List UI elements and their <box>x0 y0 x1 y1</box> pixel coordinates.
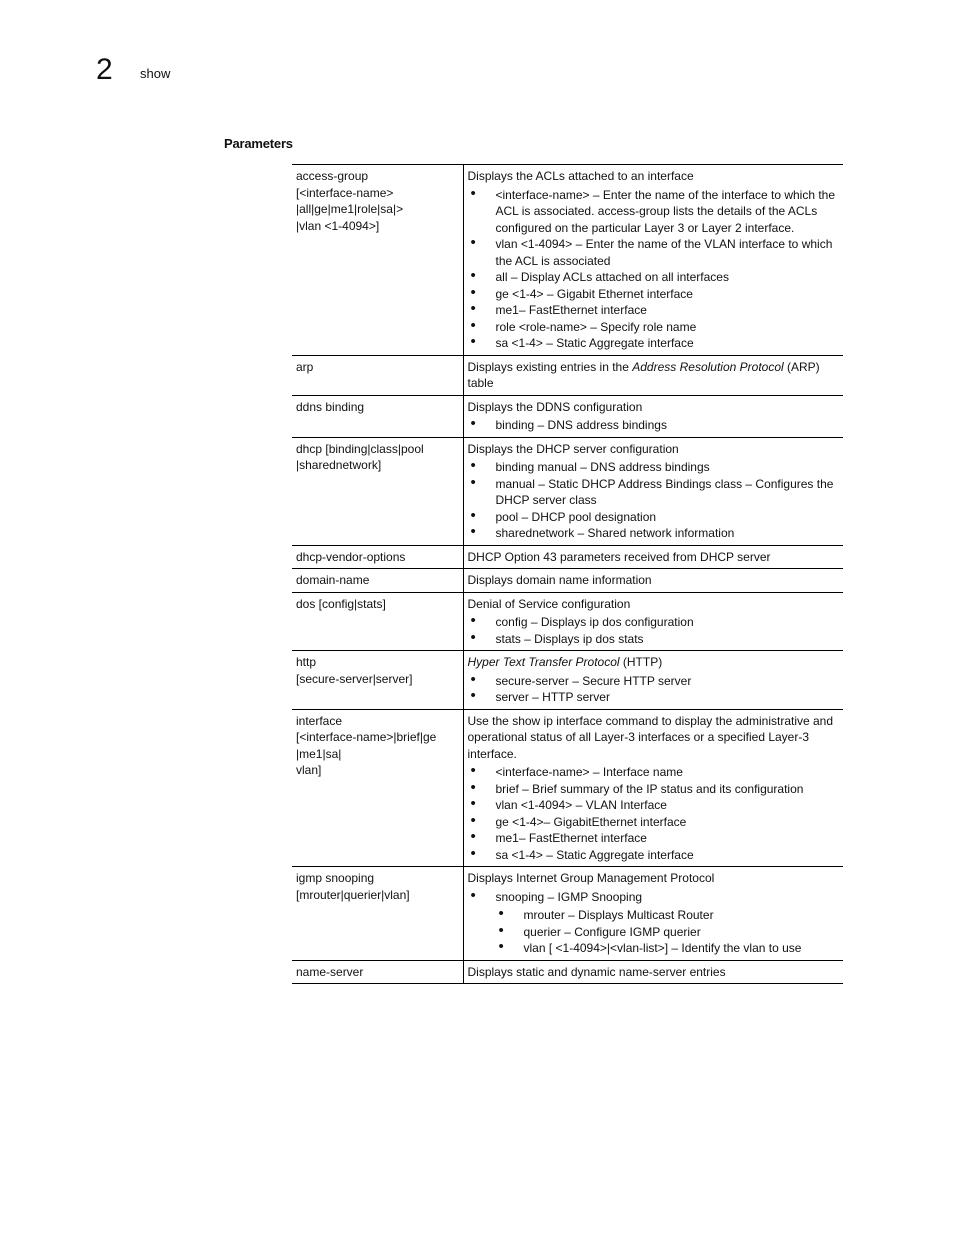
param-name: dhcp [binding|class|pool |sharednetwork] <box>292 437 463 545</box>
param-name: igmp snooping [mrouter|querier|vlan] <box>292 867 463 961</box>
list-item-text: snooping – IGMP Snooping <box>495 889 643 904</box>
list-item: • vlan <1-4094> – VLAN Interface <box>468 797 840 814</box>
table-row <box>292 569 843 593</box>
list-item: • sa <1-4> – Static Aggregate interface <box>468 335 840 352</box>
bullet-list <box>468 764 840 863</box>
param-name: ddns binding <box>292 395 463 437</box>
list-item: • <interface-name> – Interface name <box>468 764 840 781</box>
param-description <box>463 355 843 395</box>
table-row <box>292 651 843 710</box>
list-item: • vlan <1-4094> – Enter the name of the VLAN interface to which the ACL is associated <box>468 236 840 269</box>
param-name: arp <box>292 355 463 395</box>
table-row <box>292 867 843 961</box>
table-row <box>292 545 843 569</box>
list-item: • <interface-name> – Enter the name of the interface to which the ACL is associated. access-group lists the details of the ACLs configured on the particular Layer 3 or Layer 2 interface. <box>468 187 840 237</box>
list-item: • me1– FastEthernet interface <box>468 830 840 847</box>
list-item: • all – Display ACLs attached on all interfaces <box>468 269 840 286</box>
sub-list-item: • vlan [ <1-4094>|<vlan-list>] – Identify the vlan to use <box>496 940 840 957</box>
param-name: dhcp-vendor-options <box>292 545 463 569</box>
bullet-list <box>468 614 840 647</box>
description-text: (ARP) table <box>467 359 820 390</box>
bullet-list <box>468 459 840 542</box>
list-item: • ge <1-4> – Gigabit Ethernet interface <box>468 286 840 303</box>
table-row <box>292 960 843 984</box>
description-text: Displays existing entries in the <box>467 359 633 374</box>
bullet-list <box>468 187 840 352</box>
list-item: • config – Displays ip dos configuration <box>468 614 840 631</box>
param-description <box>463 592 843 651</box>
description-text: Displays Internet Group Management Protocol <box>467 871 715 885</box>
param-name: dos [config|stats] <box>292 592 463 651</box>
description-text: Denial of Service configuration <box>467 596 631 611</box>
chapter-number: 2 <box>96 53 113 86</box>
param-description <box>463 651 843 710</box>
bullet-list <box>468 417 840 434</box>
param-description: Displays static and dynamic name-server entries <box>463 960 843 984</box>
param-description <box>463 709 843 867</box>
list-item: • stats – Displays ip dos stats <box>468 631 840 648</box>
table-row <box>292 592 843 651</box>
sub-bullet-list <box>496 907 840 957</box>
description-text: Displays the DDNS configuration <box>467 399 643 414</box>
param-description <box>463 437 843 545</box>
table-row <box>292 355 843 395</box>
list-item: • brief – Brief summary of the IP status and its configuration <box>468 781 840 798</box>
param-name: name-server <box>292 960 463 984</box>
list-item: • binding manual – DNS address bindings <box>468 459 840 476</box>
description-text: (HTTP) <box>619 655 663 669</box>
table-row <box>292 395 843 437</box>
list-item: • role <role-name> – Specify role name <box>468 319 840 336</box>
param-name: access-group [<interface-name> |all|ge|me1|role|sa|> |vlan <1-4094>] <box>292 165 463 356</box>
table-row <box>292 437 843 545</box>
param-description <box>463 395 843 437</box>
list-item <box>468 889 840 957</box>
description-text: Use the show ip interface command to display the administrative and operational status of all Layer-3 interfaces or a specified Layer-3 interface. <box>467 713 834 761</box>
bullet-list <box>468 889 840 957</box>
param-description <box>463 867 843 961</box>
param-name: interface [<interface-name>|brief|ge |me1|sa| vlan] <box>292 709 463 867</box>
parameters-table <box>292 164 843 984</box>
list-item: • pool – DHCP pool designation <box>468 509 840 526</box>
list-item: • binding – DNS address bindings <box>468 417 840 434</box>
description-italic: Address Resolution Protocol <box>632 359 784 374</box>
list-item: • sharednetwork – Shared network information <box>468 525 840 542</box>
description-text: Displays the ACLs attached to an interface <box>467 169 694 183</box>
list-item: • ge <1-4>– GigabitEthernet interface <box>468 814 840 831</box>
list-item: • manual – Static DHCP Address Bindings class – Configures the DHCP server class <box>468 476 840 509</box>
param-name: http [secure-server|server] <box>292 651 463 710</box>
sub-list-item: • querier – Configure IGMP querier <box>496 924 840 941</box>
table-row <box>292 165 843 356</box>
table-row <box>292 709 843 867</box>
param-description: Displays domain name information <box>463 569 843 593</box>
chapter-name: show <box>140 66 171 81</box>
sub-list-item: • mrouter – Displays Multicast Router <box>496 907 840 924</box>
list-item: • secure-server – Secure HTTP server <box>468 673 840 690</box>
param-name: domain-name <box>292 569 463 593</box>
description-text: Displays the DHCP server configuration <box>467 441 679 456</box>
description-italic: Hyper Text Transfer Protocol <box>467 655 620 669</box>
list-item: • server – HTTP server <box>468 689 840 706</box>
param-description: DHCP Option 43 parameters received from DHCP server <box>463 545 843 569</box>
list-item: • me1– FastEthernet interface <box>468 302 840 319</box>
list-item: • sa <1-4> – Static Aggregate interface <box>468 847 840 864</box>
description-text <box>468 654 840 671</box>
bullet-list <box>468 673 840 706</box>
param-description <box>463 165 843 356</box>
section-title: Parameters <box>224 136 293 151</box>
